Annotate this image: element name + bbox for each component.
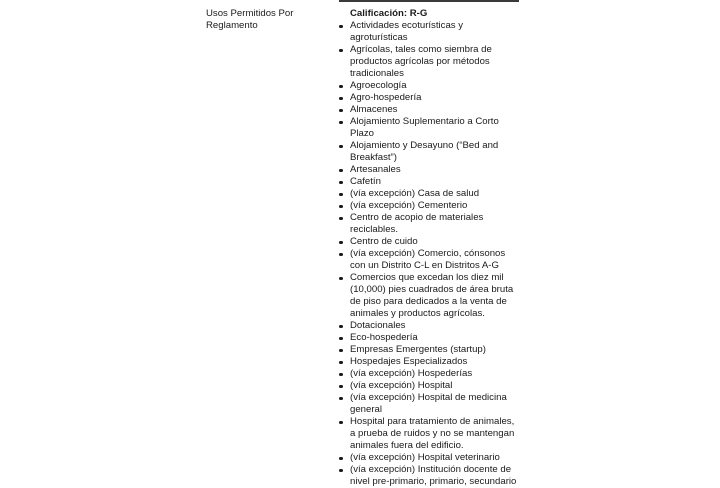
list-item: (vía excepción) Comercio, cónsonos con un Distrito C-L en Distritos A-G bbox=[350, 248, 520, 272]
table-top-border bbox=[339, 0, 519, 2]
list-item: (vía excepción) Hospederías bbox=[350, 368, 520, 380]
list-item: Alojamiento y Desayuno (“Bed and Breakfast”) bbox=[350, 140, 520, 164]
list-item: Agro-hospedería bbox=[350, 92, 520, 104]
list-item: (vía excepción) Casa de salud bbox=[350, 188, 520, 200]
list-item: Empresas Emergentes (startup) bbox=[350, 344, 520, 356]
list-item: Comercios que excedan los diez mil (10,000) pies cuadrados de área bruta de piso para dedicados a la venta de animales y productos agrícolas. bbox=[350, 272, 520, 320]
list-item: (vía excepción) Hospital veterinario bbox=[350, 452, 520, 464]
list-item: Actividades ecoturísticas y agroturísticas bbox=[350, 20, 520, 44]
list-item: Alojamiento Suplementario a Corto Plazo bbox=[350, 116, 520, 140]
list-item: (vía excepción) Hospital de medicina general bbox=[350, 392, 520, 416]
list-item: Centro de cuido bbox=[350, 236, 520, 248]
zoning-heading: Calificación: R-G bbox=[350, 8, 428, 19]
list-item: (vía excepción) Institución docente de nivel pre-primario, primario, secundario bbox=[350, 464, 520, 488]
list-item: Cafetín bbox=[350, 176, 520, 188]
list-item: Artesanales bbox=[350, 164, 520, 176]
list-item: (vía excepción) Cementerio bbox=[350, 200, 520, 212]
list-item: Hospital para tratamiento de animales, a prueba de ruidos y no se mantengan animales fuera del edificio. bbox=[350, 416, 520, 452]
list-item: Almacenes bbox=[350, 104, 520, 116]
row-label: Usos Permitidos Por Reglamento bbox=[206, 8, 294, 31]
permitted-uses-list bbox=[350, 20, 520, 488]
list-item: Agrícolas, tales como siembra de productos agrícolas por métodos tradicionales bbox=[350, 44, 520, 80]
permitted-uses-cell bbox=[350, 8, 520, 488]
list-item: Hospedajes Especializados bbox=[350, 356, 520, 368]
list-item: (vía excepción) Hospital bbox=[350, 380, 520, 392]
list-item: Eco-hospedería bbox=[350, 332, 520, 344]
list-item: Agroecología bbox=[350, 80, 520, 92]
list-item: Dotacionales bbox=[350, 320, 520, 332]
list-item: Centro de acopio de materiales reciclables. bbox=[350, 212, 520, 236]
